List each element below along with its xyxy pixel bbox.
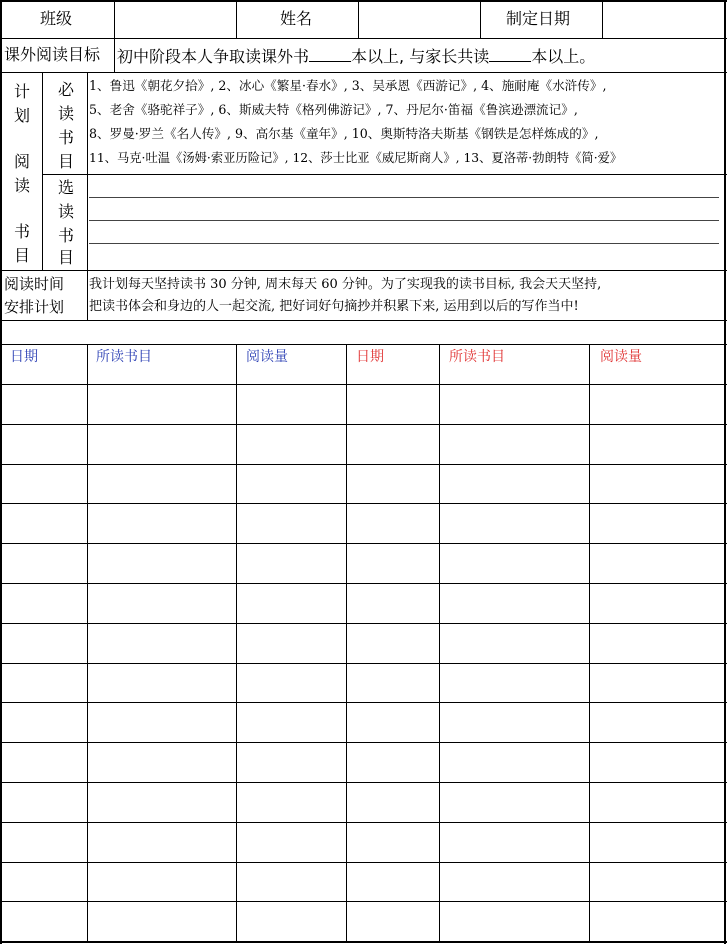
log-cell[interactable] — [590, 902, 724, 941]
log-cell[interactable] — [2, 664, 87, 702]
log-cell[interactable] — [2, 504, 87, 543]
log-cell[interactable] — [88, 385, 236, 424]
log-cell[interactable] — [237, 664, 346, 702]
log-cell[interactable] — [440, 823, 589, 862]
log-cell[interactable] — [440, 504, 589, 543]
log-cell[interactable] — [590, 544, 724, 583]
log-cell[interactable] — [440, 783, 589, 822]
log-cell[interactable] — [347, 544, 439, 583]
required-book-line-4: 11、马克·吐温《汤姆·索亚历险记》, 12、莎士比亚《威尼斯商人》, 13、夏洛蒂·勃朗特《简·爱》 — [89, 151, 623, 165]
log-cell[interactable] — [590, 465, 724, 503]
log-cell[interactable] — [2, 584, 87, 623]
required-char-3: 书 — [57, 128, 74, 147]
log-header-amount-2: 阅读量 — [600, 349, 642, 365]
date-label: 制定日期 — [506, 9, 571, 28]
plan-side-char-5: 书 — [13, 222, 30, 241]
log-cell[interactable] — [88, 743, 236, 782]
log-cell[interactable] — [2, 783, 87, 822]
log-cell[interactable] — [347, 902, 439, 941]
optional-char-3: 书 — [57, 226, 74, 245]
log-cell[interactable] — [88, 544, 236, 583]
log-cell[interactable] — [237, 544, 346, 583]
log-cell[interactable] — [2, 385, 87, 424]
log-cell[interactable] — [347, 624, 439, 663]
log-cell[interactable] — [237, 902, 346, 941]
required-book-line-3: 8、罗曼·罗兰《名人传》, 9、高尔基《童年》, 10、奥斯特洛夫斯基《钢铁是怎样炼成的》, — [89, 126, 599, 141]
log-cell[interactable] — [440, 544, 589, 583]
log-cell[interactable] — [2, 544, 87, 583]
log-cell[interactable] — [237, 863, 346, 901]
plan-side-char-4: 读 — [13, 176, 30, 195]
log-cell[interactable] — [237, 703, 346, 742]
log-cell[interactable] — [88, 863, 236, 901]
log-cell[interactable] — [2, 902, 87, 941]
parent-count-blank[interactable] — [489, 47, 531, 62]
required-book-line-2: 5、老舍《骆驼祥子》, 6、斯威夫特《格列佛游记》, 7、丹尼尔·笛福《鲁滨逊漂流记》, — [89, 102, 578, 117]
log-cell[interactable] — [237, 823, 346, 862]
log-cell[interactable] — [590, 504, 724, 543]
log-cell[interactable] — [237, 385, 346, 424]
plan-side-char-6: 目 — [13, 246, 30, 265]
log-cell[interactable] — [88, 584, 236, 623]
log-cell[interactable] — [88, 664, 236, 702]
log-cell[interactable] — [590, 385, 724, 424]
goal-text: 初中阶段本人争取读课外书 本以上, 与家长共读 本以上。 — [117, 47, 596, 66]
log-cell[interactable] — [237, 584, 346, 623]
required-char-2: 读 — [57, 104, 74, 123]
log-cell[interactable] — [347, 664, 439, 702]
log-cell[interactable] — [88, 425, 236, 464]
plan-side-char-1: 计 — [13, 82, 30, 101]
schedule-label-line-1: 阅读时间 — [4, 275, 65, 293]
log-cell[interactable] — [88, 703, 236, 742]
log-cell[interactable] — [347, 385, 439, 424]
log-cell[interactable] — [440, 425, 589, 464]
log-cell[interactable] — [590, 783, 724, 822]
log-cell[interactable] — [440, 584, 589, 623]
log-header-amount-1: 阅读量 — [246, 349, 288, 365]
log-cell[interactable] — [2, 703, 87, 742]
log-cell[interactable] — [88, 823, 236, 862]
log-cell[interactable] — [590, 743, 724, 782]
log-cell[interactable] — [347, 743, 439, 782]
log-cell[interactable] — [347, 584, 439, 623]
log-cell[interactable] — [347, 823, 439, 862]
optional-book-line-1[interactable] — [89, 197, 719, 198]
log-cell[interactable] — [440, 863, 589, 901]
schedule-label-line-2: 安排计划 — [4, 298, 65, 316]
date-value-cell[interactable] — [604, 2, 722, 37]
log-header-book-1: 所读书目 — [96, 349, 152, 365]
log-cell[interactable] — [347, 425, 439, 464]
plan-side-char-2: 划 — [13, 106, 30, 125]
log-cell[interactable] — [440, 902, 589, 941]
log-cell[interactable] — [2, 743, 87, 782]
log-header-date-2: 日期 — [356, 349, 384, 365]
log-cell[interactable] — [88, 465, 236, 503]
log-cell[interactable] — [237, 624, 346, 663]
log-cell[interactable] — [347, 703, 439, 742]
optional-char-1: 选 — [57, 178, 74, 197]
log-cell[interactable] — [347, 504, 439, 543]
class-value-cell[interactable] — [116, 2, 234, 37]
schedule-text-line-1: 我计划每天坚持读书 30 分钟, 周末每天 60 分钟。为了实现我的读书目标, 我会天天坚持, — [89, 277, 602, 292]
log-cell[interactable] — [2, 863, 87, 901]
log-cell[interactable] — [237, 783, 346, 822]
plan-side-char-3: 阅 — [13, 152, 30, 171]
log-cell[interactable] — [237, 743, 346, 782]
optional-char-4: 目 — [57, 248, 74, 267]
log-cell[interactable] — [2, 465, 87, 503]
log-cell[interactable] — [347, 465, 439, 503]
optional-book-line-2[interactable] — [89, 220, 719, 221]
log-cell[interactable] — [440, 385, 589, 424]
required-char-4: 目 — [57, 152, 74, 171]
log-cell[interactable] — [590, 664, 724, 702]
log-header-book-2: 所读书目 — [449, 349, 505, 365]
required-char-1: 必 — [57, 80, 74, 99]
log-cell[interactable] — [590, 863, 724, 901]
log-cell[interactable] — [2, 823, 87, 862]
log-cell[interactable] — [237, 425, 346, 464]
log-cell[interactable] — [440, 465, 589, 503]
log-cell[interactable] — [88, 902, 236, 941]
log-cell[interactable] — [347, 863, 439, 901]
log-cell[interactable] — [590, 823, 724, 862]
log-header-date-1: 日期 — [10, 349, 38, 365]
log-cell[interactable] — [440, 664, 589, 702]
name-label: 姓名 — [280, 9, 313, 28]
required-book-line-1: 1、鲁迅《朝花夕拾》, 2、冰心《繁星·春水》, 3、吴承恩《西游记》, 4、施耐庵《水浒传》, — [89, 78, 607, 93]
log-cell[interactable] — [590, 425, 724, 464]
log-cell[interactable] — [88, 783, 236, 822]
name-value-cell[interactable] — [360, 2, 478, 37]
optional-book-line-3[interactable] — [89, 243, 719, 244]
log-cell[interactable] — [590, 584, 724, 623]
border-right — [724, 0, 726, 944]
border-bottom — [0, 941, 727, 943]
log-cell[interactable] — [440, 743, 589, 782]
log-cell[interactable] — [440, 624, 589, 663]
schedule-text-line-2: 把读书体会和身边的人一起交流, 把好词好句摘抄并积累下来, 运用到以后的写作当中! — [89, 299, 579, 314]
log-cell[interactable] — [590, 703, 724, 742]
log-cell[interactable] — [88, 504, 236, 543]
log-cell[interactable] — [440, 703, 589, 742]
log-cell[interactable] — [237, 465, 346, 503]
optional-char-2: 读 — [57, 202, 74, 221]
log-cell[interactable] — [2, 624, 87, 663]
class-label: 班级 — [40, 9, 73, 28]
log-cell[interactable] — [590, 624, 724, 663]
log-cell[interactable] — [237, 504, 346, 543]
book-count-blank[interactable] — [309, 47, 351, 62]
log-cell[interactable] — [347, 783, 439, 822]
log-cell[interactable] — [88, 624, 236, 663]
log-cell[interactable] — [2, 425, 87, 464]
goal-label: 课外阅读目标 — [4, 45, 101, 64]
